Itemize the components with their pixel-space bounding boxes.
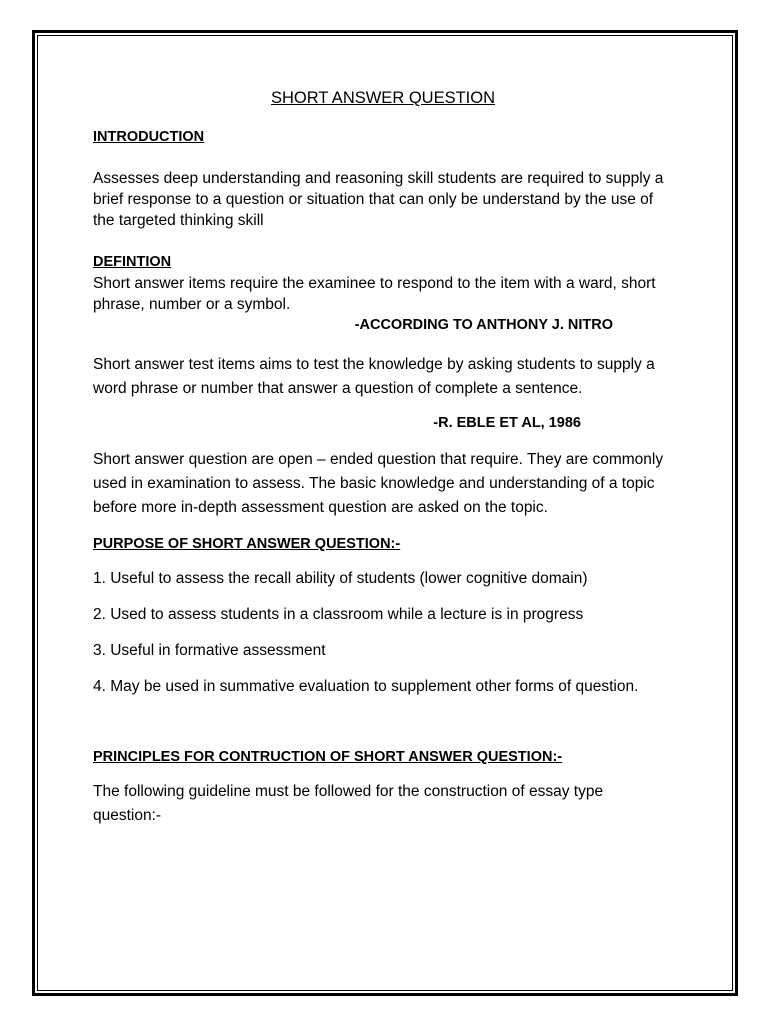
purpose-item-4: 4. May be used in summative evaluation to supplement other forms of question. bbox=[93, 678, 639, 695]
document-body bbox=[93, 88, 673, 828]
purpose-item-3: 3. Useful in formative assessment bbox=[93, 642, 326, 659]
second-definition-paragraph: Short answer test items aims to test the knowledge by asking students to supply a word phrase or number that answer a question of complete a sentence. bbox=[93, 356, 655, 397]
definition-attribution: -ACCORDING TO ANTHONY J. NITRO bbox=[354, 317, 613, 333]
second-attribution: -R. EBLE ET AL, 1986 bbox=[433, 415, 581, 431]
introduction-heading: INTRODUCTION bbox=[93, 129, 205, 145]
introduction-paragraph: Assesses deep understanding and reasoning skill students are required to supply a brief response to a question or situation that can only be understand by the use of the targeted thinking skill bbox=[93, 170, 664, 229]
principles-heading: PRINCIPLES FOR CONTRUCTION OF SHORT ANSWER QUESTION:- bbox=[93, 749, 563, 765]
definition-paragraph: Short answer items require the examinee to respond to the item with a ward, short phrase, number or a symbol. bbox=[93, 275, 656, 313]
principles-paragraph: The following guideline must be followed for the construction of essay type question:- bbox=[93, 783, 604, 824]
open-ended-paragraph: Short answer question are open – ended question that require. They are commonly used in examination to assess. The basic knowledge and understanding of a topic before more in-depth assessment question are asked on the topic. bbox=[93, 451, 664, 516]
purpose-item-2: 2. Used to assess students in a classroom while a lecture is in progress bbox=[93, 606, 584, 623]
document-title: SHORT ANSWER QUESTION bbox=[270, 89, 495, 107]
definition-heading: DEFINTION bbox=[93, 254, 172, 270]
purpose-item-1: 1. Useful to assess the recall ability of students (lower cognitive domain) bbox=[93, 570, 588, 587]
purpose-heading: PURPOSE OF SHORT ANSWER QUESTION:- bbox=[93, 536, 401, 552]
